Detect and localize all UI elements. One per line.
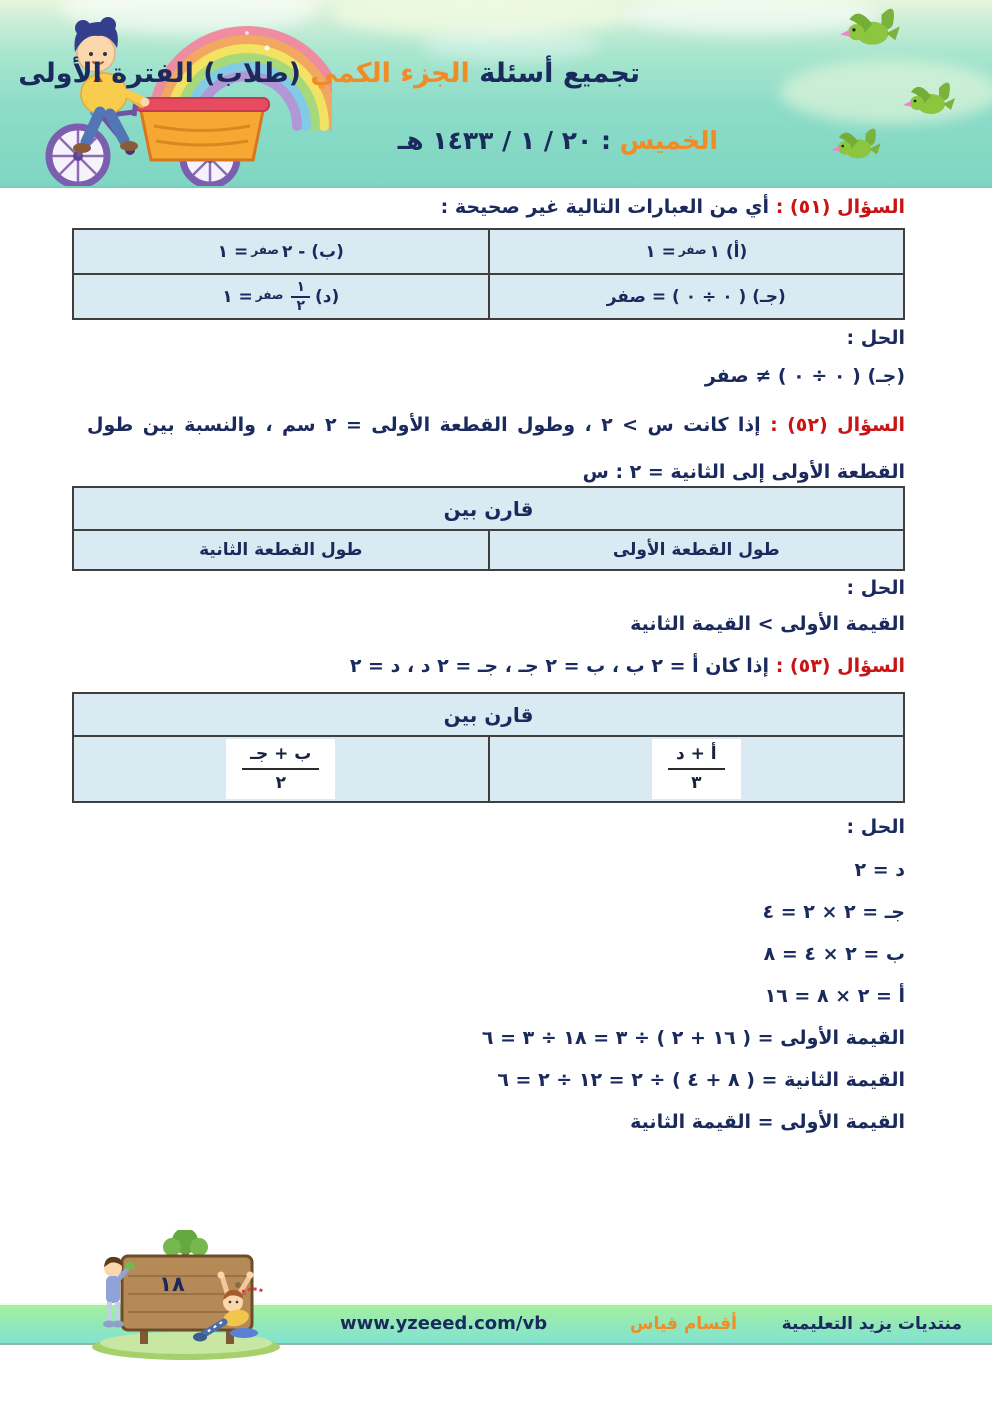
fraction-numerator: أ + د [668, 744, 725, 770]
question-51-options-table [72, 228, 905, 320]
option-d-exponent: صفر [255, 287, 284, 302]
solution-step: جـ = ٢ × ٢ = ٤ [762, 901, 905, 923]
solution-53-label: الحل : [846, 816, 905, 838]
document-date [398, 126, 718, 155]
question-53-text: إذا كان أ = ٢ ب ، ب = ٢ جـ ، جـ = ٢ د ، د = ٢ [349, 655, 770, 677]
question-52-compare-table [72, 486, 905, 571]
question-52-label: السؤال (٥٢) : [770, 414, 905, 436]
option-a-cell [490, 230, 904, 273]
footer-section-name: أقسام قياس [630, 1314, 737, 1334]
solution-52-text: القيمة الأولى > القيمة الثانية [630, 613, 905, 635]
footer-kids-sign-illustration [86, 1230, 298, 1362]
option-d-result: = ١ [222, 286, 253, 307]
compare-table-header: قارن بين [74, 694, 903, 735]
birds-illustration [807, 0, 992, 180]
fraction-denominator: ٣ [691, 773, 702, 793]
option-a-exponent: صفر [678, 242, 707, 257]
question-52-text: إذا كانت س > ٢ ، وطول القطعة الأولى = ٢ سم ، والنسبة بين طول القطعة الأولى إلى الثانية = ٢ : س [87, 414, 905, 483]
question-51-label: السؤال (٥١) : [775, 196, 905, 218]
solution-step: القيمة الأولى = ( ١٦ + ٢ ) ÷ ٣ = ١٨ ÷ ٣ = ٦ [481, 1027, 905, 1049]
fraction-denominator: ٢ [275, 773, 286, 793]
solution-step: أ = ٢ × ٨ = ١٦ [764, 985, 905, 1007]
question-53-compare-table [72, 692, 905, 803]
second-expression-cell [74, 737, 488, 801]
question-52-heading [87, 402, 905, 495]
cloud-decoration [420, 28, 600, 62]
title-part: (طلاب) [203, 58, 302, 89]
bird-icon [903, 83, 955, 114]
footer-site-name: منتديات يزيد التعليمية [781, 1314, 962, 1334]
boy-on-bicycle-rainbow-illustration [12, 8, 332, 186]
option-b-exponent: صفر [251, 242, 279, 257]
date-day-label: الخميس [619, 126, 718, 155]
question-51-text: أي من العبارات التالية غير صحيحة : [440, 196, 770, 218]
date-value: : ٢٠ / ١ / ١٤٣٣ هـ [397, 126, 611, 155]
solution-51-text: (جـ) ( ٠ ÷ ٠ ) ≠ صفر [704, 365, 905, 387]
title-part: الفترة الأولى [18, 58, 194, 89]
solution-53-steps [482, 849, 905, 1143]
bird-icon [831, 129, 880, 159]
fraction-expression [226, 739, 335, 800]
second-value-cell: طول القطعة الثانية [74, 531, 488, 569]
option-b-result: = ١ [217, 241, 249, 262]
solution-52-label: الحل : [846, 577, 905, 599]
page-header [0, 0, 992, 188]
option-a-base: (أ) ١ [709, 241, 748, 262]
page-number: ١٨ [159, 1272, 185, 1296]
solution-step: القيمة الأولى = القيمة الثانية [630, 1111, 905, 1133]
cart-icon [135, 98, 269, 160]
solution-step: ب = ٢ × ٤ = ٨ [763, 943, 905, 965]
bird-icon [840, 9, 900, 45]
option-d-label: (د) [315, 286, 340, 307]
first-expression-cell [490, 737, 904, 801]
footer-site-url: www.yzeeed.com/vb [340, 1313, 548, 1334]
title-part-highlight: الجزء الكمي [310, 58, 470, 89]
fraction-numerator: ب + جـ [242, 744, 319, 770]
title-part: تجميع أسئلة [479, 58, 640, 89]
option-c-text: (جـ) ( ٠ ÷ ٠ ) = صفر [606, 286, 786, 307]
question-53-heading [350, 655, 905, 677]
option-a-result: = ١ [645, 241, 676, 262]
option-b-base: (ب) - ٢ [281, 241, 344, 262]
question-51-heading [441, 196, 905, 218]
compare-table-header: قارن بين [74, 488, 903, 529]
fraction-denominator: ٢ [296, 297, 306, 314]
first-value-cell: طول القطعة الأولى [490, 531, 904, 569]
option-b-cell [74, 230, 488, 273]
solution-step: القيمة الثانية = ( ٨ + ٤ ) ÷ ٢ = ١٢ ÷ ٢ = ٦ [497, 1069, 905, 1091]
fraction-expression [652, 739, 741, 800]
solution-51-label: الحل : [846, 327, 905, 349]
option-d-cell [74, 275, 488, 318]
option-c-cell [490, 275, 904, 318]
solution-step: د = ٢ [854, 859, 905, 881]
question-53-label: السؤال (٥٣) : [775, 655, 905, 677]
option-d-fraction [291, 280, 310, 313]
document-title [18, 58, 640, 89]
fraction-numerator: ١ [291, 280, 310, 298]
